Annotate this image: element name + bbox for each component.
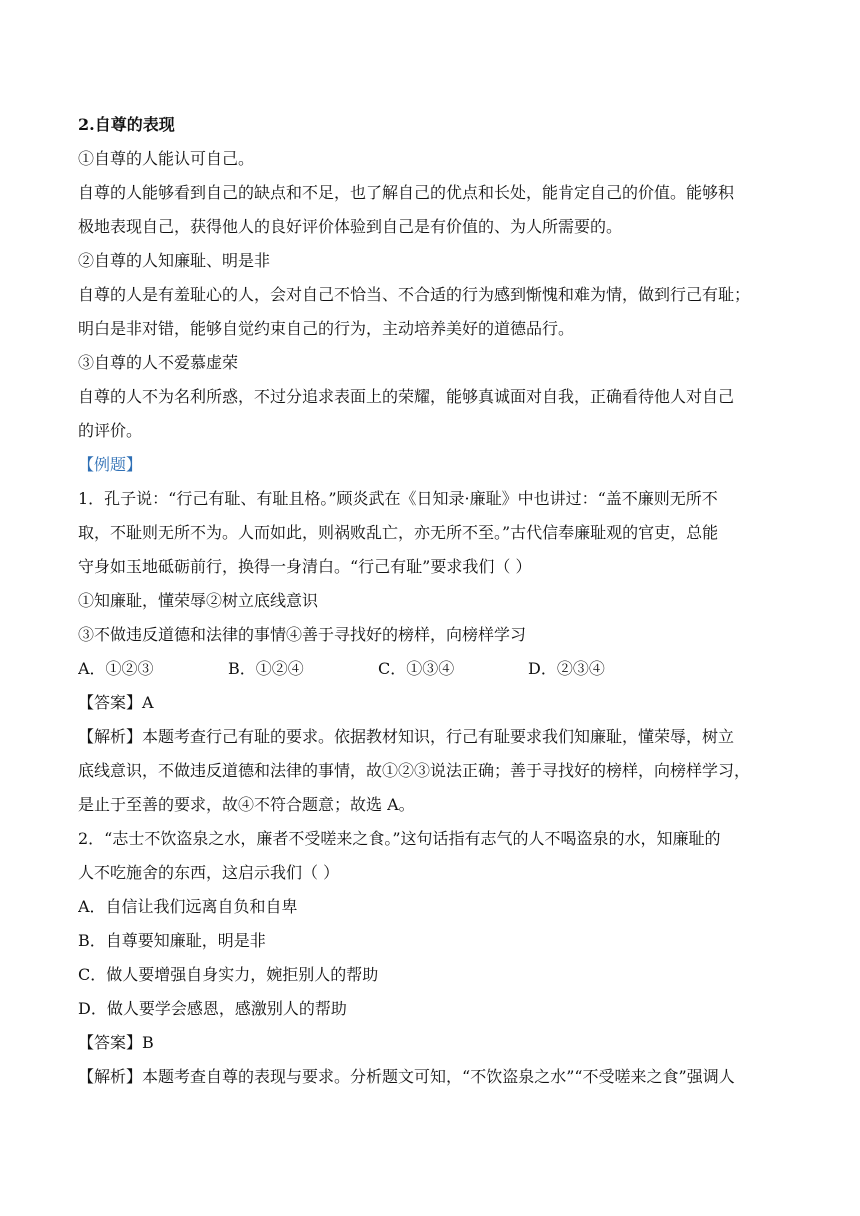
point-2-text-line: 明白是非对错，能够自觉约束自己的行为，主动培养美好的道德品行。 <box>78 319 575 338</box>
q2-answer-value: B <box>142 1033 154 1052</box>
point-3-title: ③自尊的人不爱慕虚荣 <box>78 353 239 372</box>
q1-option-a: A．①②③ <box>78 659 154 678</box>
point-1-text-line: 极地表现自己，获得他人的良好评价体验到自己是有价值的、为人所需要的。 <box>78 217 623 236</box>
point-1-title: ①自尊的人能认可自己。 <box>78 149 255 168</box>
q2-stem-line: 人不吃施舍的东西，这启示我们（ ） <box>78 863 340 882</box>
q2-analysis-label: 【解析】 <box>78 1067 143 1086</box>
q1-answer-label: 【答案】 <box>78 693 143 712</box>
q1-analysis-text: 本题考查行己有耻的要求。依据教材知识，行己有耻要求我们知廉耻，懂荣辱，树立 <box>142 727 735 746</box>
section-heading: 2.自尊的表现 <box>78 115 175 134</box>
q1-analysis-line: 是止于至善的要求，故④不符合题意；故选 A。 <box>78 795 415 814</box>
point-1-text-line: 自尊的人能够看到自己的缺点和不足，也了解自己的优点和长处，能肯定自己的价值。能够积 <box>78 183 735 202</box>
q2-option-c: C．做人要增强自身实力，婉拒别人的帮助 <box>78 965 379 984</box>
q1-answer-value: A <box>142 693 154 712</box>
q1-statement: ③不做违反道德和法律的事情④善于寻找好的榜样，向榜样学习 <box>78 625 527 644</box>
point-2-title: ②自尊的人知廉耻、明是非 <box>78 251 271 270</box>
q1-stem-line: 1．孔子说：“行己有耻、有耻且格。”顾炎武在《日知录·廉耻》中也讲过：“盖不廉则无所不 <box>78 489 718 508</box>
q1-option-d: D．②③④ <box>528 659 605 678</box>
q1-answer <box>78 686 784 720</box>
point-2-text-line: 自尊的人是有羞耻心的人，会对自己不恰当、不合适的行为感到惭愧和难为情，做到行己有耻； <box>78 285 751 304</box>
q1-analysis-line: 底线意识，不做违反道德和法律的事情，故①②③说法正确；善于寻找好的榜样，向榜样学习， <box>78 761 751 780</box>
q1-stem-line: 守身如玉地砥砺前行，换得一身清白。“行己有耻”要求我们（ ） <box>78 557 532 576</box>
q1-analysis-label: 【解析】 <box>78 727 143 746</box>
q2-option-a: A．自信让我们远离自负和自卑 <box>78 897 298 916</box>
point-3-text-line: 的评价。 <box>78 421 143 440</box>
document-body <box>78 108 784 1094</box>
q1-option-b: B．①②④ <box>228 659 304 678</box>
q2-option-b: B．自尊要知廉耻，明是非 <box>78 931 266 950</box>
q1-stem-line: 取，不耻则无所不为。人而如此，则祸败乱亡，亦无所不至。”古代信奉廉耻观的官吏，总能 <box>78 523 719 542</box>
q2-option-d: D．做人要学会感恩，感激别人的帮助 <box>78 999 347 1018</box>
q2-stem-line: 2．“志士不饮盗泉之水，廉者不受嗟来之食。”这句话指有志气的人不喝盗泉的水，知廉耻的 <box>78 829 721 848</box>
q1-analysis-line <box>78 720 784 754</box>
example-label: 【例题】 <box>78 455 143 474</box>
q2-analysis-line <box>78 1060 784 1094</box>
q1-statement: ①知廉耻，懂荣辱②树立底线意识 <box>78 591 319 610</box>
q1-option-c: C．①③④ <box>378 659 455 678</box>
q1-options <box>78 652 784 686</box>
q2-answer <box>78 1026 784 1060</box>
q2-answer-label: 【答案】 <box>78 1033 143 1052</box>
point-3-text-line: 自尊的人不为名利所惑，不过分追求表面上的荣耀，能够真诚面对自我，正确看待他人对自己 <box>78 387 735 406</box>
q2-analysis-text: 本题考查自尊的表现与要求。分析题文可知，“不饮盗泉之水”“不受嗟来之食”强调人 <box>142 1067 735 1086</box>
